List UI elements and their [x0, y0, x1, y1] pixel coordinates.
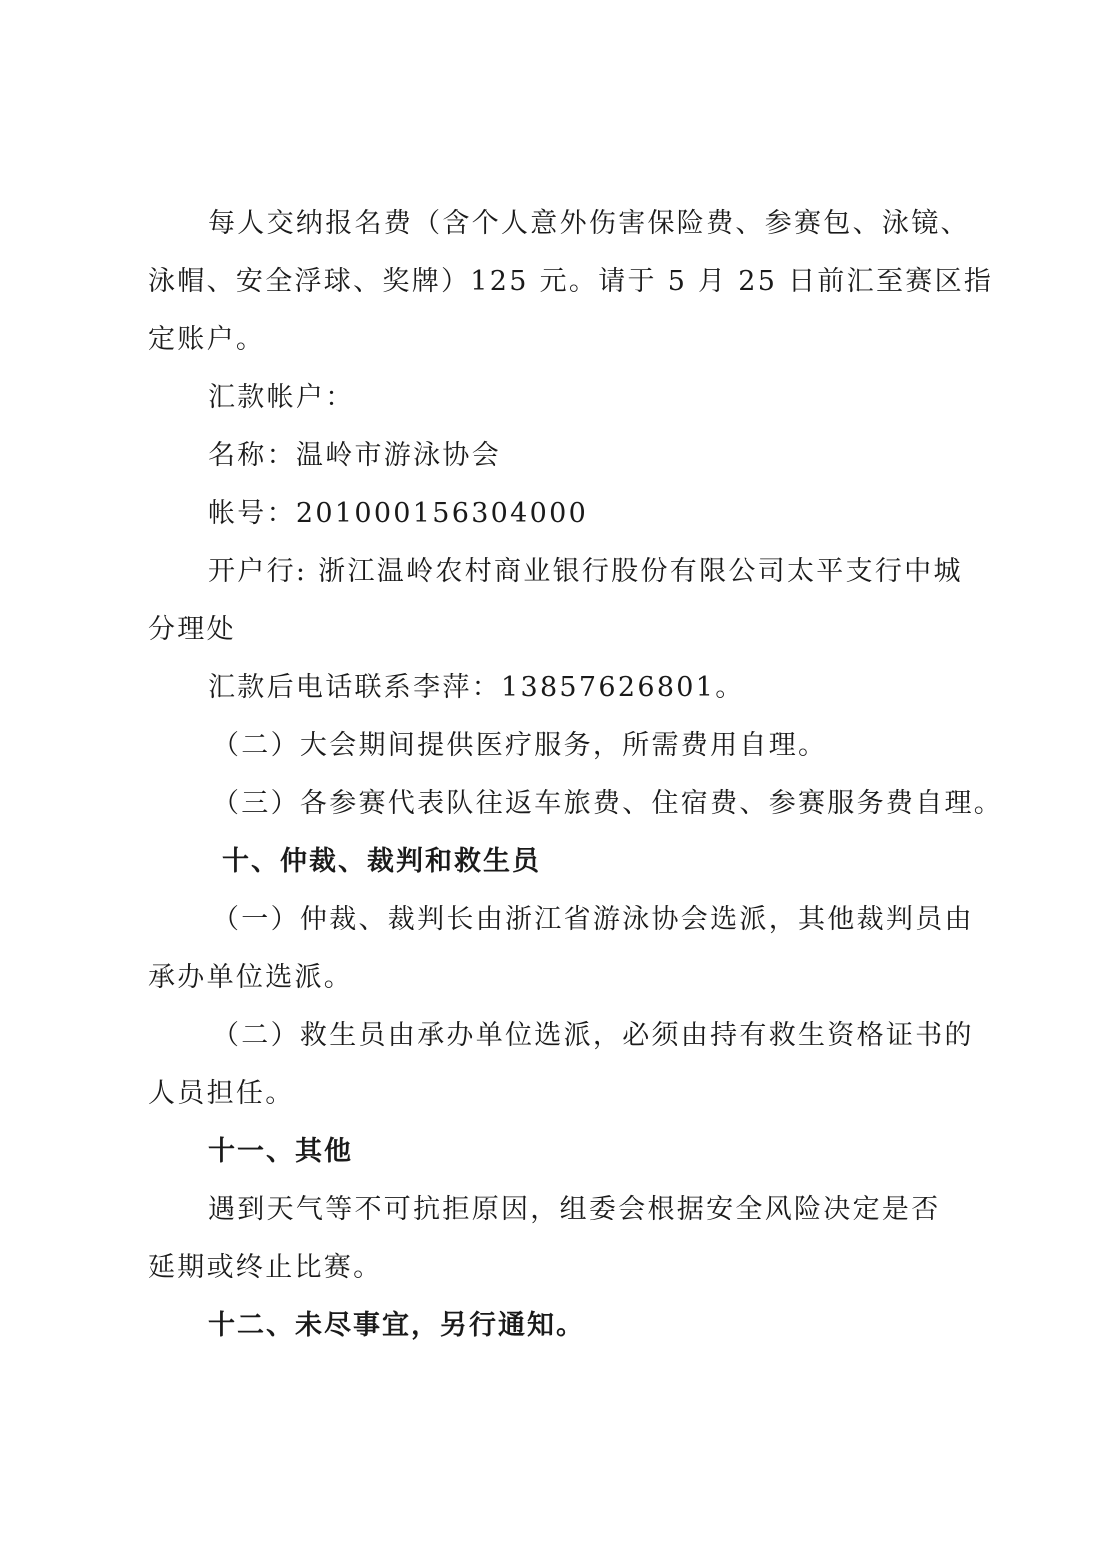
arbitration-line-1: （一）仲裁、裁判长由浙江省游泳协会选派，其他裁判员由 [212, 904, 974, 935]
other-line-1: 遇到天气等不可抗拒原因，组委会根据安全风险决定是否 [208, 1194, 941, 1225]
contact-line: 汇款后电话联系李萍：13857626801。 [208, 672, 745, 703]
section-11-heading: 十一、其他 [208, 1136, 353, 1167]
bank-line-1: 开户行: 浙江温岭农村商业银行股份有限公司太平支行中城 [208, 556, 963, 587]
account-header: 汇款帐户： [208, 382, 355, 413]
fee-paragraph-line-1: 每人交纳报名费（含个人意外伤害保险费、参赛包、泳镜、 [208, 208, 970, 239]
other-line-2: 延期或终止比赛。 [148, 1252, 383, 1283]
section-12-heading: 十二、未尽事宜，另行通知。 [208, 1310, 585, 1341]
section-10-heading: 十、仲裁、裁判和救生员 [222, 846, 541, 877]
account-number: 帐号：201000156304000 [208, 498, 589, 529]
travel-item: （三）各参赛代表队往返车旅费、住宿费、参赛服务费自理。 [212, 788, 1004, 819]
lifeguard-line-2: 人员担任。 [148, 1078, 295, 1109]
arbitration-line-2: 承办单位选派。 [148, 962, 354, 993]
bank-line-2: 分理处 [148, 614, 236, 645]
fee-paragraph-line-2: 泳帽、安全浮球、奖牌）125 元。请于 5 月 25 日前汇至赛区指 [148, 266, 994, 297]
medical-item: （二）大会期间提供医疗服务，所需费用自理。 [212, 730, 828, 761]
fee-paragraph-line-3: 定账户。 [148, 324, 266, 355]
account-name: 名称：温岭市游泳协会 [208, 440, 501, 471]
lifeguard-line-1: （二）救生员由承办单位选派，必须由持有救生资格证书的 [212, 1020, 974, 1051]
